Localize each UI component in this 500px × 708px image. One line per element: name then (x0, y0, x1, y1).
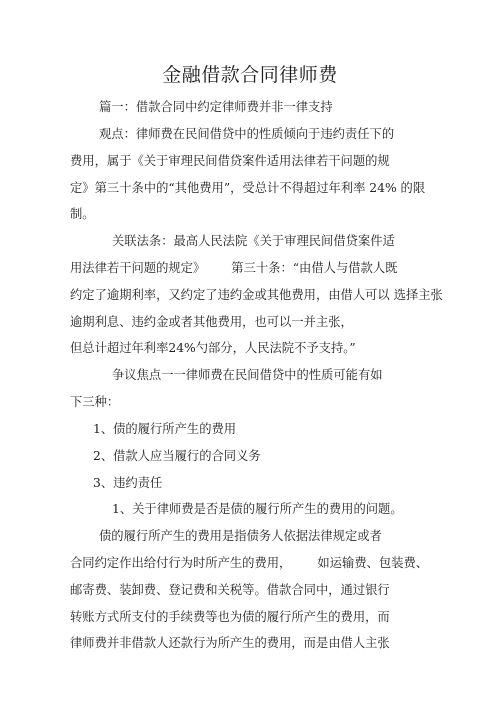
paragraph-line (70, 260, 397, 276)
paragraph-line: 债的履行所产生的费用是指债务人依据法律规定或者 (99, 529, 382, 543)
paragraph-line: 律师费并非借款人还款行为所产生的费用，而是由借人主张 (70, 636, 390, 650)
paragraph-line: 费用，属于《关于审理民间借贷案件适用法律若干问题的规 (70, 154, 390, 168)
line-segment: 如运输费、包装费、 (317, 556, 429, 570)
line-segment: 第三十条：“由借人与借款人既 (231, 261, 398, 275)
paragraph-line: 但总计超过年利率24%勺部分，人民法院不予支持。” (70, 341, 356, 355)
line-segment: 合同约定作出给付行为时所产生的费用， (70, 556, 292, 570)
list-item: 3、违约责任 (93, 476, 163, 490)
paragraph-line: 观点：律师费在民间借贷中的性质倾向于违约责任下的 (99, 127, 395, 141)
paragraph-line: 篇一：借款合同中约定律师费并非一律支持 (99, 100, 333, 114)
paragraph-line: 约定了逾期利率，又约定了违约金或其他费用，由借人可以 选择主张 (70, 288, 443, 302)
paragraph-line: 逾期利息、违约金或者其他费用，也可以一并主张， (70, 315, 353, 329)
paragraph-line: 定》第三十条中的“其他费用”，受总计不得超过年利率 24% 的限 (70, 181, 426, 195)
list-item: 2、借款人应当履行的合同义务 (93, 449, 261, 463)
paragraph-line: 制。 (70, 207, 95, 221)
paragraph-line (70, 555, 428, 571)
document-title: 金融借款合同律师费 (162, 64, 338, 86)
paragraph-line: 转账方式所支付的手续费等也为债的履行所产生的费用，而 (70, 610, 390, 624)
line-segment: 用法律若干问题的规定》 (70, 261, 206, 275)
paragraph-line: 1、关于律师费是否是债的履行所产生的费用的问题。 (112, 502, 403, 516)
paragraph-line: 下三种： (70, 395, 120, 409)
list-item: 1、债的履行所产生的费用 (93, 422, 237, 436)
paragraph-line: 争议焦点一一律师费在民间借贷中的性质可能有如 (112, 368, 383, 382)
paragraph-line: 关联法条：最高人民法院《关于审理民间借贷案件适 (112, 234, 395, 248)
paragraph-line: 邮寄费、装卸费、登记费和关税等。借款合同中，通过银行 (70, 583, 390, 597)
